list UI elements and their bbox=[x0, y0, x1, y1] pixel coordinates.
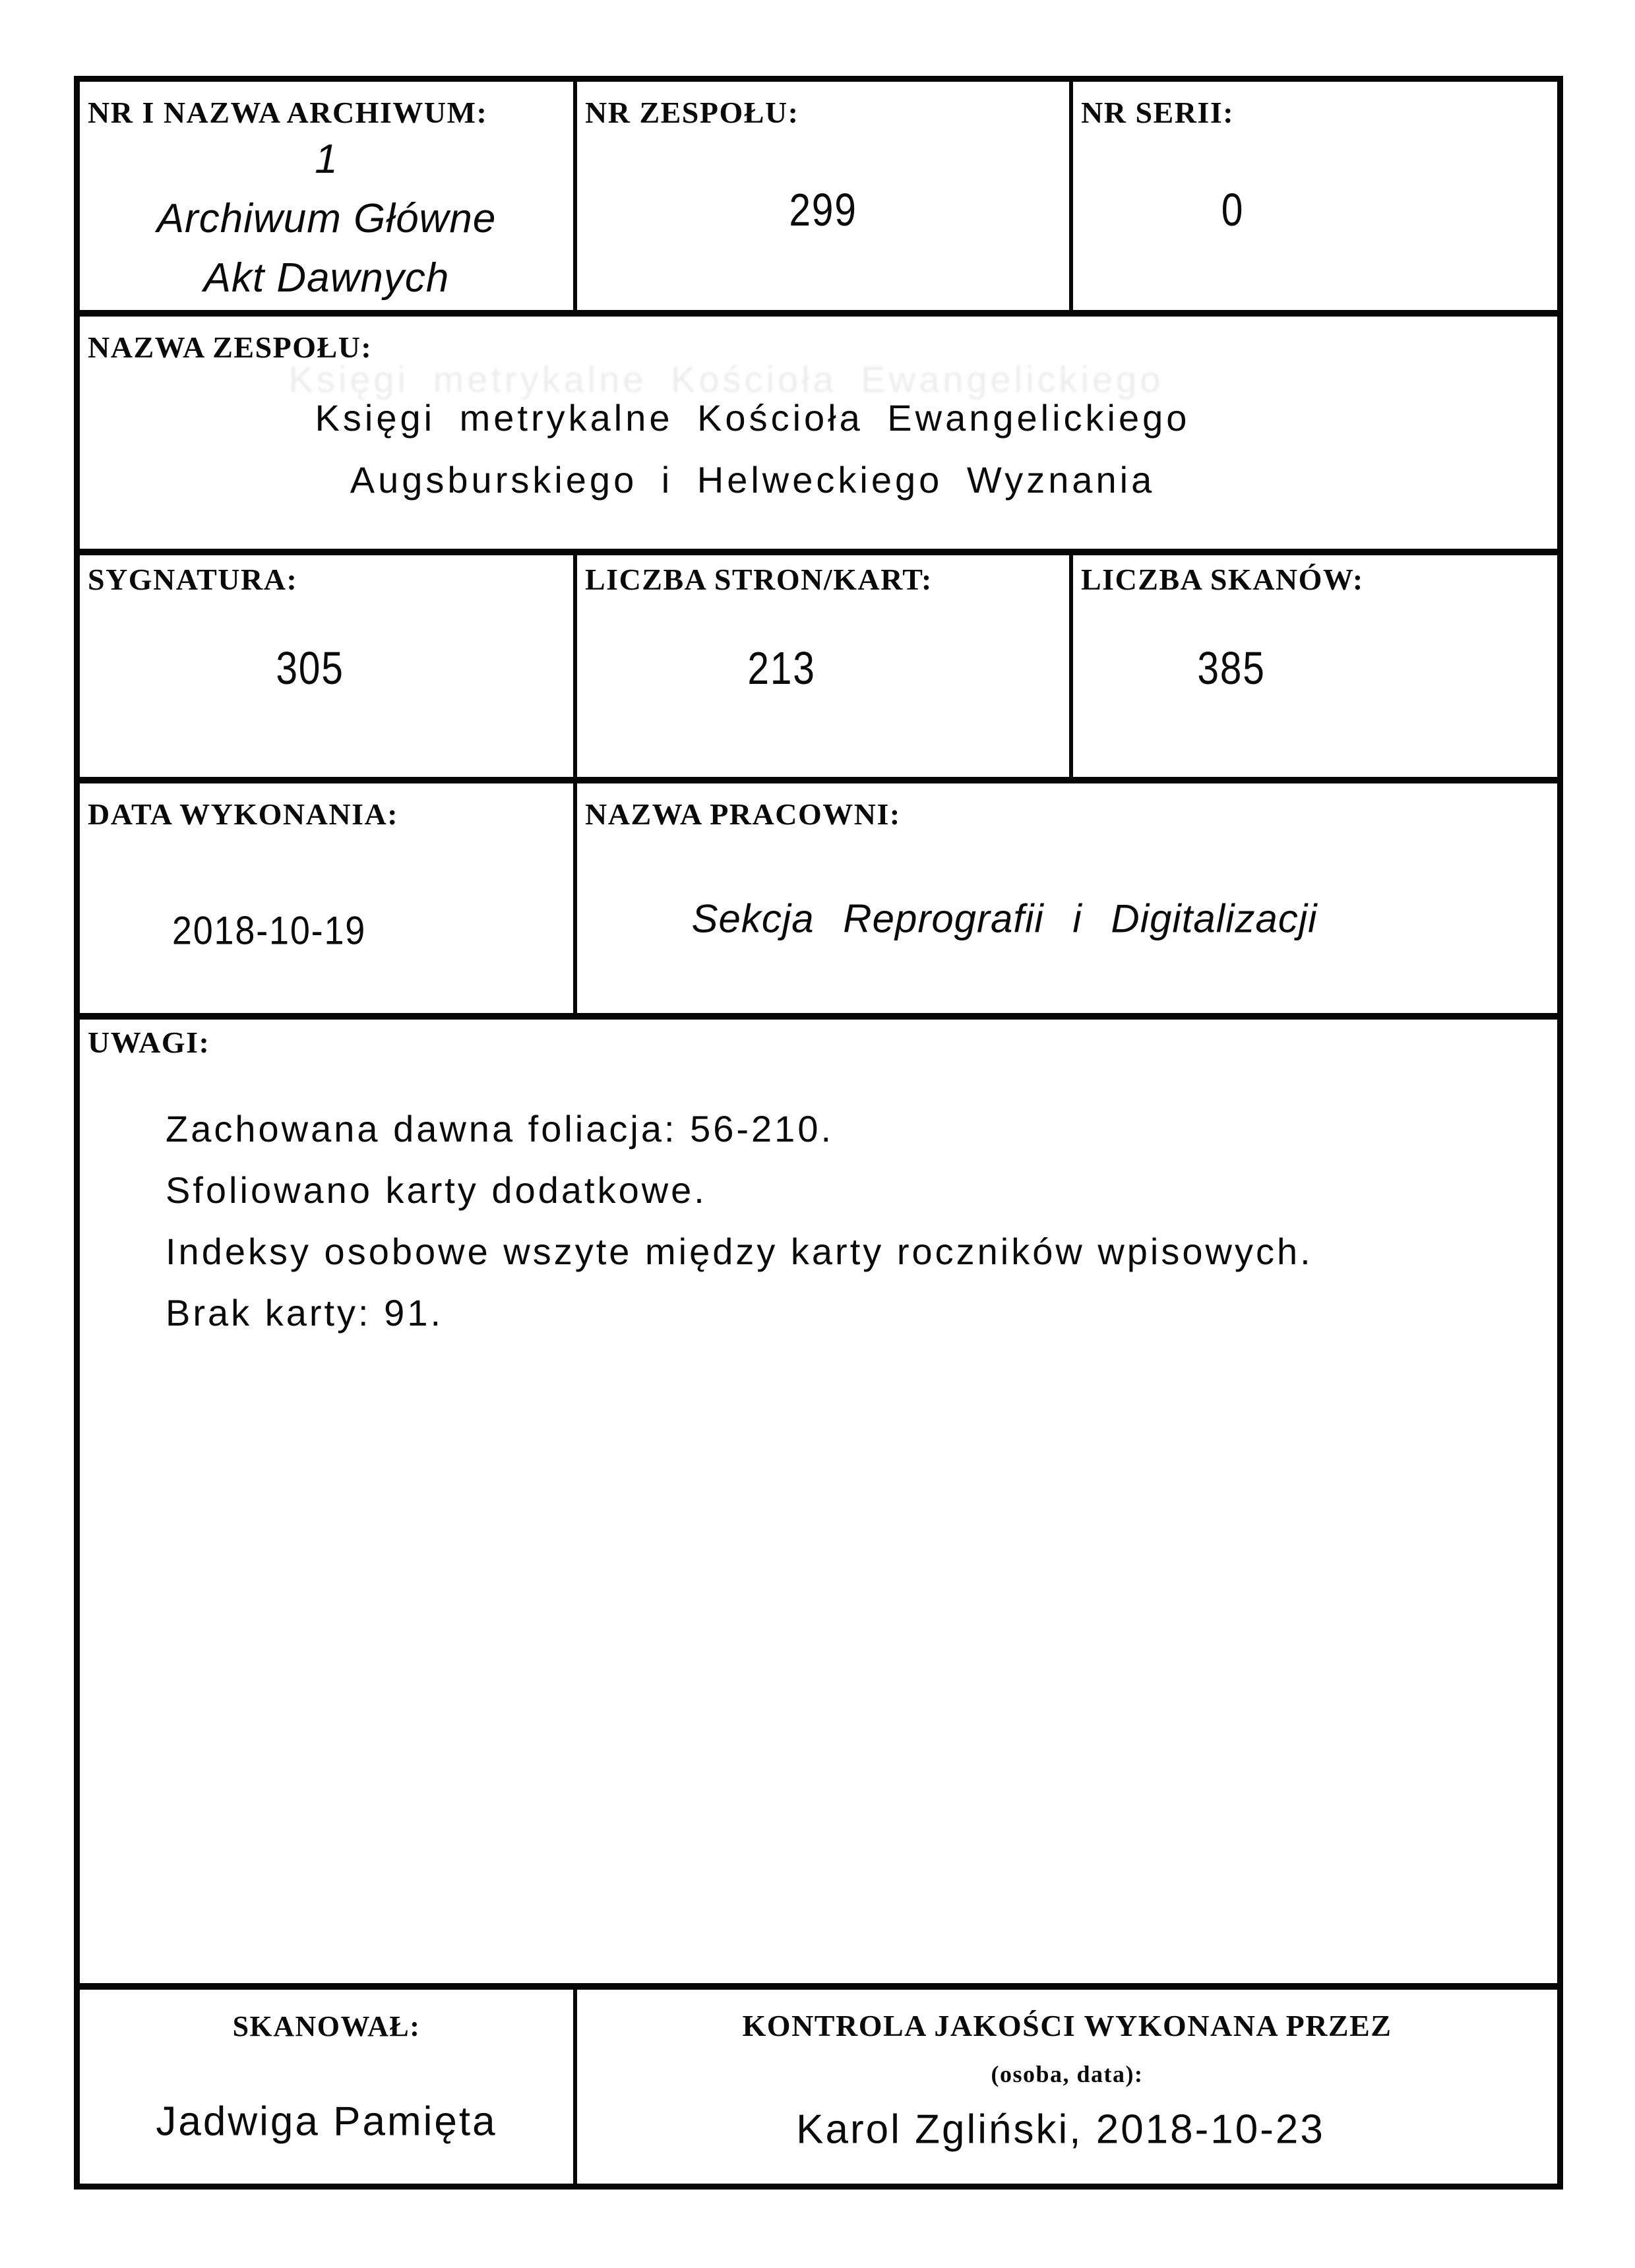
series-number-value: 0 bbox=[1221, 183, 1245, 235]
remarks-cell bbox=[80, 1020, 1557, 1983]
fonds-number-value: 299 bbox=[789, 183, 857, 235]
signature-label: SYGNATURA: bbox=[88, 563, 298, 596]
scans-cell bbox=[1073, 555, 1557, 777]
workshop-label: NAZWA PRACOWNI: bbox=[585, 797, 901, 831]
fonds-name-label: NAZWA ZESPOŁU: bbox=[88, 330, 373, 364]
workshop-cell bbox=[577, 783, 1557, 1013]
workshop-value: Sekcja Reprografii i Digitalizacji bbox=[691, 896, 1318, 941]
remark-line: Indeksy osobowe wszyte między karty roczników wpisowych. bbox=[166, 1231, 1313, 1272]
quality-control-value: Karol Zgliński, 2018-10-23 bbox=[796, 2106, 1325, 2153]
row-fonds-name bbox=[80, 317, 1557, 555]
archive-name-line1: Archiwum Główne bbox=[156, 195, 497, 241]
archive-value bbox=[157, 130, 497, 308]
row-archive bbox=[80, 82, 1557, 317]
pages-value: 213 bbox=[747, 642, 816, 694]
date-made-value: 2018-10-19 bbox=[171, 908, 367, 953]
archive-number: 1 bbox=[315, 136, 338, 182]
quality-control-label: KONTROLA JAKOŚCI WYKONANA PRZEZ bbox=[742, 2009, 1392, 2042]
fonds-name-cell bbox=[80, 317, 1557, 549]
metadata-table bbox=[74, 76, 1563, 2190]
fonds-name-line1: Księgi metrykalne Kościoła Ewangelickiego bbox=[315, 396, 1190, 439]
date-made-label: DATA WYKONANIA: bbox=[88, 797, 399, 831]
archive-name-line2: Akt Dawnych bbox=[203, 255, 450, 301]
quality-control-cell bbox=[577, 1990, 1557, 2184]
fonds-name-value bbox=[315, 387, 1190, 511]
remark-line: Sfoliowano karty dodatkowe. bbox=[166, 1169, 707, 1211]
scanned-by-cell bbox=[80, 1990, 577, 2184]
fonds-name-line2: Augsburskiego i Helweckiego Wyznania bbox=[350, 458, 1156, 501]
scans-value: 385 bbox=[1197, 642, 1266, 694]
remarks-text bbox=[80, 1098, 1557, 1343]
fonds-name-ghost: Księgi metrykalne Kościoła Ewangelickiego bbox=[288, 358, 1164, 400]
signature-cell bbox=[80, 555, 577, 777]
series-number-label: NR SERII: bbox=[1081, 96, 1235, 129]
archive-cell bbox=[80, 82, 577, 310]
row-remarks bbox=[80, 1020, 1557, 1990]
row-signatures bbox=[80, 1990, 1557, 2184]
quality-control-sublabel: (osoba, data): bbox=[991, 2061, 1144, 2087]
remark-line: Zachowana dawna foliacja: 56-210. bbox=[166, 1108, 834, 1149]
archive-label: NR I NAZWA ARCHIWUM: bbox=[88, 96, 488, 129]
fonds-number-label: NR ZESPOŁU: bbox=[585, 96, 799, 129]
date-made-cell bbox=[80, 783, 577, 1013]
remark-line: Brak karty: 91. bbox=[166, 1292, 444, 1333]
pages-cell bbox=[577, 555, 1073, 777]
row-production bbox=[80, 783, 1557, 1020]
scanned-by-label: SKANOWAŁ: bbox=[232, 2010, 421, 2042]
remarks-label: UWAGI: bbox=[88, 1026, 210, 1059]
series-number-cell bbox=[1073, 82, 1557, 310]
pages-label: LICZBA STRON/KART: bbox=[585, 563, 933, 596]
scanned-by-value: Jadwiga Pamięta bbox=[156, 2099, 497, 2145]
fonds-number-cell bbox=[577, 82, 1073, 310]
row-counts bbox=[80, 555, 1557, 783]
scans-label: LICZBA SKANÓW: bbox=[1081, 563, 1364, 596]
signature-value: 305 bbox=[276, 642, 344, 694]
